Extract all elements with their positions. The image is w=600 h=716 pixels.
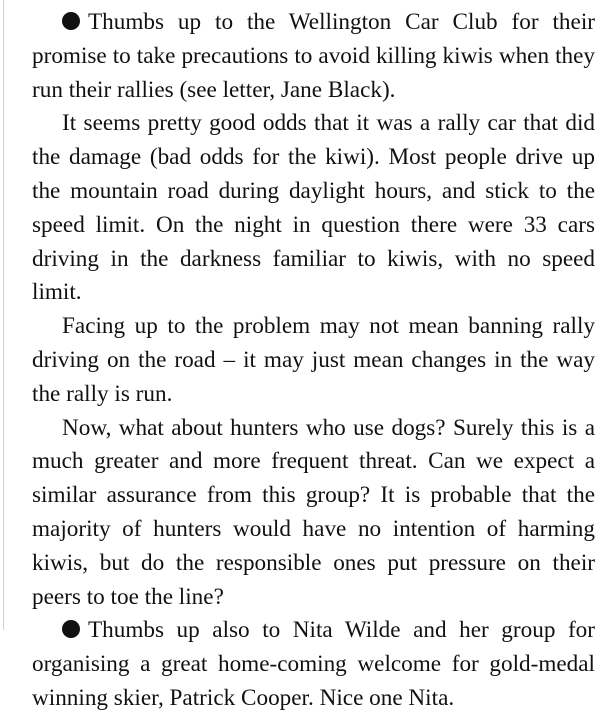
paragraph-text: Thumbs up also to Nita Wilde and her group for organising a great home-coming welcome for gold-medal winning skier, Patrick Cooper. Nice one Nita. bbox=[32, 617, 595, 711]
paragraph-hunters-dogs bbox=[32, 412, 595, 615]
paragraph-text: Thumbs up to the Wellington Car Club for their promise to take precautions to avoid killing kiwis when they run their rallies (see letter, Jane Black). bbox=[32, 9, 595, 103]
paragraph-text: It seems pretty good odds that it was a rally car that did the damage (bad odds for the kiwi). Most people drive up the mountain road during daylight hours, and stick to the speed limit. On the night in question there were 33 cars driving in the darkness familiar to kiwis, with no speed limit. bbox=[32, 110, 595, 306]
article-body bbox=[32, 6, 595, 716]
paragraph-thumbs-up-car-club bbox=[32, 6, 595, 107]
bullet-icon bbox=[62, 620, 80, 638]
paragraph-text: Facing up to the problem may not mean banning rally driving on the road – it may just mean changes in the way the rally is run. bbox=[32, 313, 595, 407]
paragraph-facing-problem bbox=[32, 310, 595, 411]
column-rule bbox=[3, 0, 4, 630]
paragraph-rally-odds bbox=[32, 107, 595, 310]
paragraph-text: Now, what about hunters who use dogs? Surely this is a much greater and more frequent threat. Can we expect a similar assurance from this group? It is probable that the majority of hunters would have no intention of harming kiwis, but do the responsible ones put pressure on their peers to toe the line? bbox=[32, 414, 595, 610]
bullet-icon bbox=[62, 12, 80, 30]
